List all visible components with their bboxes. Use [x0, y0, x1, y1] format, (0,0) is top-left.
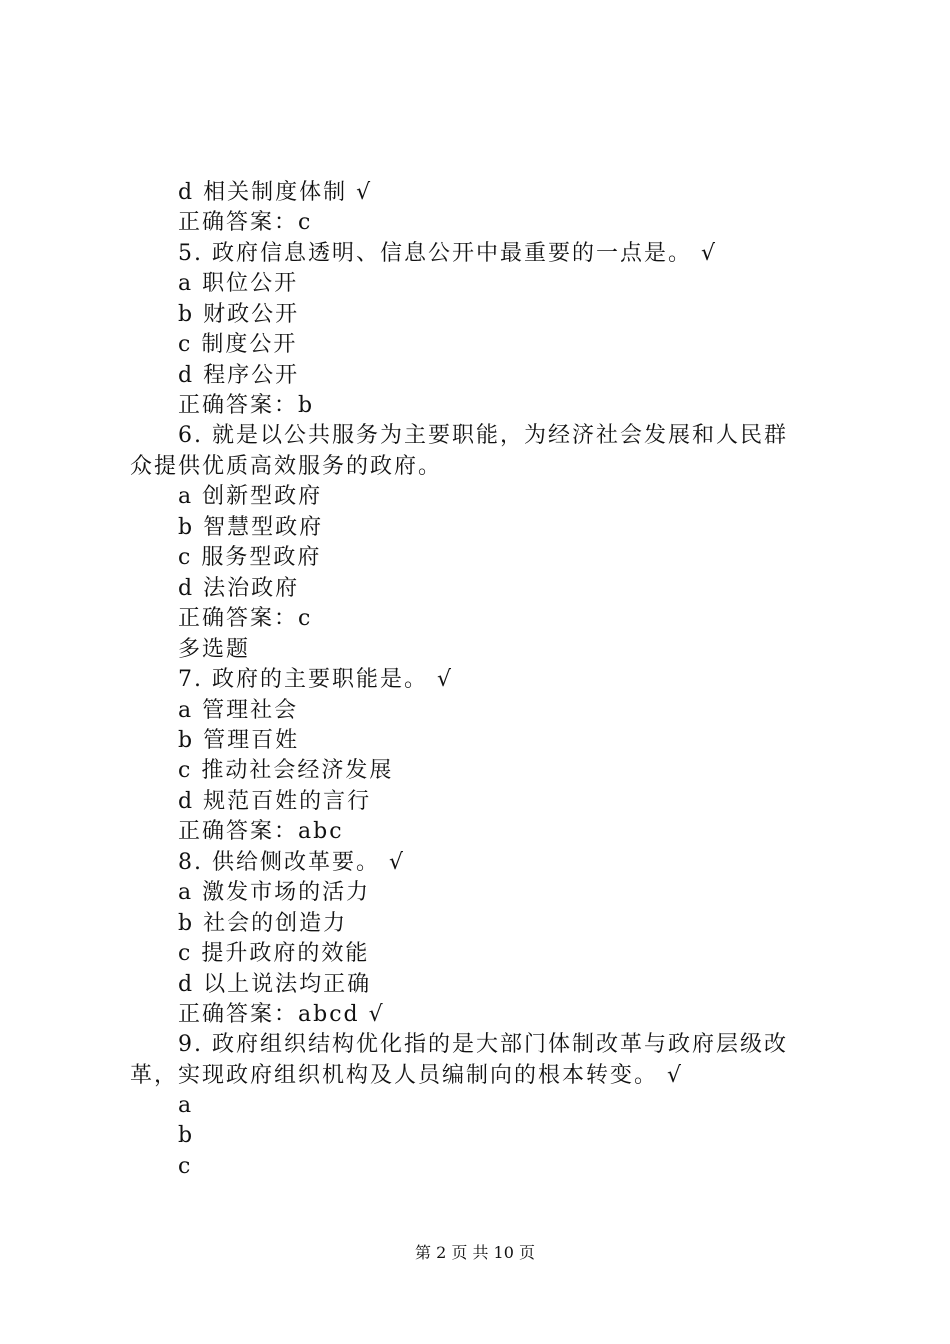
- text-line: 革，实现政府组织机构及人员编制向的根本转变。 √: [130, 1063, 684, 1088]
- text-line: 9. 政府组织结构优化指的是大部门体制改革与政府层级改: [178, 1032, 788, 1057]
- text-line: c 服务型政府: [178, 545, 322, 570]
- text-line: 5. 政府信息透明、信息公开中最重要的一点是。 √: [178, 241, 717, 266]
- text-line: c 制度公开: [178, 332, 298, 357]
- text-line: 正确答案：c: [178, 210, 313, 235]
- text-line: d 程序公开: [178, 363, 300, 388]
- text-line: 正确答案：abcd √: [178, 1002, 385, 1027]
- text-line: d 法治政府: [178, 576, 300, 601]
- text-line: a 创新型政府: [178, 484, 323, 509]
- text-line: d 以上说法均正确: [178, 972, 372, 997]
- page-footer: 第 2 页 共 10 页: [415, 1243, 535, 1262]
- text-line: d 规范百姓的言行: [178, 789, 372, 814]
- text-line: 正确答案：b: [178, 393, 315, 418]
- text-line: a 职位公开: [178, 271, 299, 296]
- text-line: 众提供优质高效服务的政府。: [130, 454, 443, 479]
- text-line: b 管理百姓: [178, 728, 300, 753]
- text-line: b 社会的创造力: [178, 911, 348, 936]
- text-line: 正确答案：c: [178, 606, 313, 631]
- text-line: a 激发市场的活力: [178, 880, 371, 905]
- text-line: c 提升政府的效能: [178, 941, 370, 966]
- text-line: d 相关制度体制 √: [178, 180, 373, 205]
- text-line: 8. 供给侧改革要。 √: [178, 850, 405, 875]
- text-line: b 智慧型政府: [178, 515, 324, 540]
- text-line: a: [178, 1093, 194, 1118]
- text-line: 正确答案：abc: [178, 819, 344, 844]
- text-line: b 财政公开: [178, 302, 300, 327]
- text-line: 7. 政府的主要职能是。 √: [178, 667, 453, 692]
- text-line: b: [178, 1123, 195, 1148]
- text-line: 6. 就是以公共服务为主要职能，为经济社会发展和人民群: [178, 423, 788, 448]
- text-line: c 推动社会经济发展: [178, 758, 394, 783]
- text-line: a 管理社会: [178, 698, 299, 723]
- text-line: c: [178, 1154, 193, 1179]
- text-line: 多选题: [178, 637, 251, 662]
